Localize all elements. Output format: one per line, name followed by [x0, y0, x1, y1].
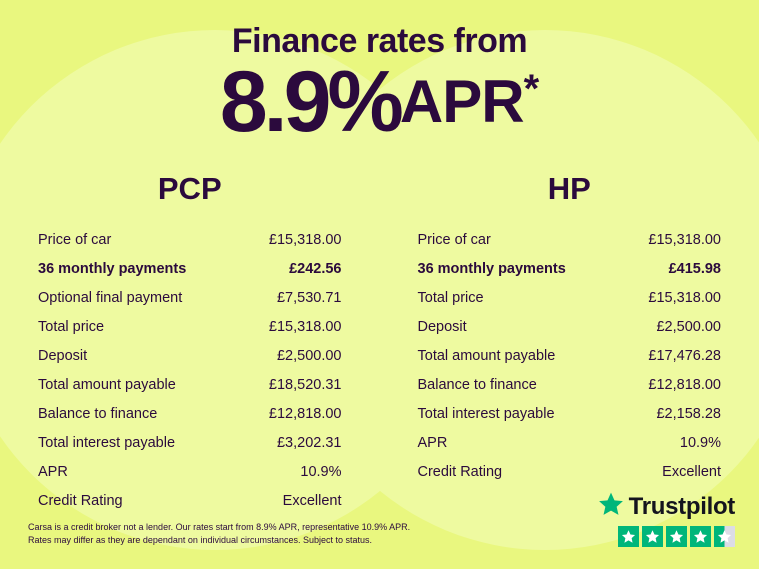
row-label: Balance to finance	[38, 405, 158, 422]
table-row	[418, 225, 722, 254]
table-row	[418, 399, 722, 428]
row-label: APR	[417, 434, 448, 451]
star-icon	[642, 526, 663, 547]
rate-value: 8.9%	[219, 54, 400, 150]
trustpilot-name: Trustpilot	[628, 492, 735, 520]
row-value: £15,318.00	[648, 289, 721, 306]
table-row	[418, 370, 722, 399]
row-label: Deposit	[38, 347, 88, 364]
row-label: Total amount payable	[417, 347, 556, 364]
table-row	[418, 457, 722, 486]
row-label: Price of car	[38, 231, 112, 248]
row-value: £15,318.00	[268, 231, 342, 248]
row-value: Excellent	[662, 463, 721, 480]
row-value: £2,158.28	[656, 405, 721, 422]
row-label: Credit Rating	[417, 463, 503, 480]
row-label: Total amount payable	[38, 376, 176, 393]
row-label: Total price	[38, 318, 105, 335]
row-value: 10.9%	[300, 463, 342, 480]
table-row	[38, 341, 342, 370]
table-row	[418, 254, 722, 283]
row-label: Balance to finance	[417, 376, 537, 393]
star-icon	[618, 526, 639, 547]
row-label: APR	[38, 463, 68, 480]
star-icon	[666, 526, 687, 547]
row-label: Optional final payment	[38, 289, 183, 306]
trustpilot-star-icon	[598, 491, 624, 522]
table-row	[38, 283, 342, 312]
row-label: 36 monthly payments	[38, 260, 187, 277]
table-row	[38, 457, 342, 486]
headline-rate	[0, 54, 759, 150]
row-value: £15,318.00	[268, 318, 342, 335]
table-row	[38, 370, 342, 399]
row-value: £3,202.31	[276, 434, 342, 451]
table-row	[418, 428, 722, 457]
table-row	[38, 428, 342, 457]
finance-column-pcp	[0, 171, 380, 515]
table-row	[418, 312, 722, 341]
finance-comparison	[0, 171, 759, 515]
trustpilot-logo	[598, 491, 735, 522]
row-label: Total price	[417, 289, 484, 306]
row-value: 10.9%	[679, 434, 721, 451]
finance-column-hp	[380, 171, 759, 515]
table-row	[38, 486, 342, 515]
row-label: 36 monthly payments	[417, 260, 566, 277]
row-value: £18,520.31	[268, 376, 342, 393]
disclaimer-text	[28, 521, 458, 547]
row-label: Price of car	[417, 231, 491, 248]
rate-unit: APR	[399, 68, 524, 135]
column-title-hp: HP	[547, 171, 591, 206]
row-value: £17,476.28	[648, 347, 721, 364]
disclaimer-line-2: Rates may differ as they are dependant on individual circumstances. Subject to status.	[28, 534, 373, 545]
rate-asterisk: *	[523, 67, 540, 111]
row-value: £7,530.71	[276, 289, 342, 306]
row-value: £242.56	[289, 260, 342, 277]
table-row	[38, 254, 342, 283]
row-label: Credit Rating	[38, 492, 123, 509]
row-value: Excellent	[282, 492, 342, 509]
row-value: £2,500.00	[656, 318, 721, 335]
page-title: Finance rates from	[231, 22, 528, 60]
star-icon	[690, 526, 711, 547]
row-value: £15,318.00	[648, 231, 721, 248]
column-title-pcp: PCP	[157, 171, 222, 206]
trustpilot-rating-stars	[598, 526, 735, 547]
trustpilot-badge[interactable]	[598, 491, 735, 547]
table-row	[418, 283, 722, 312]
row-value: £415.98	[668, 260, 721, 277]
row-label: Total interest payable	[417, 405, 555, 422]
row-label: Total interest payable	[38, 434, 176, 451]
half-star-icon	[714, 526, 735, 547]
table-row	[38, 399, 342, 428]
row-value: £12,818.00	[268, 405, 342, 422]
row-value: £12,818.00	[648, 376, 721, 393]
row-label: Deposit	[417, 318, 467, 335]
table-row	[418, 341, 722, 370]
table-row	[38, 312, 342, 341]
table-row	[38, 225, 342, 254]
disclaimer-line-1: Carsa is a credit broker not a lender. Our rates start from 8.9% APR, representative 10.9% APR.	[28, 521, 411, 532]
row-value: £2,500.00	[276, 347, 342, 364]
